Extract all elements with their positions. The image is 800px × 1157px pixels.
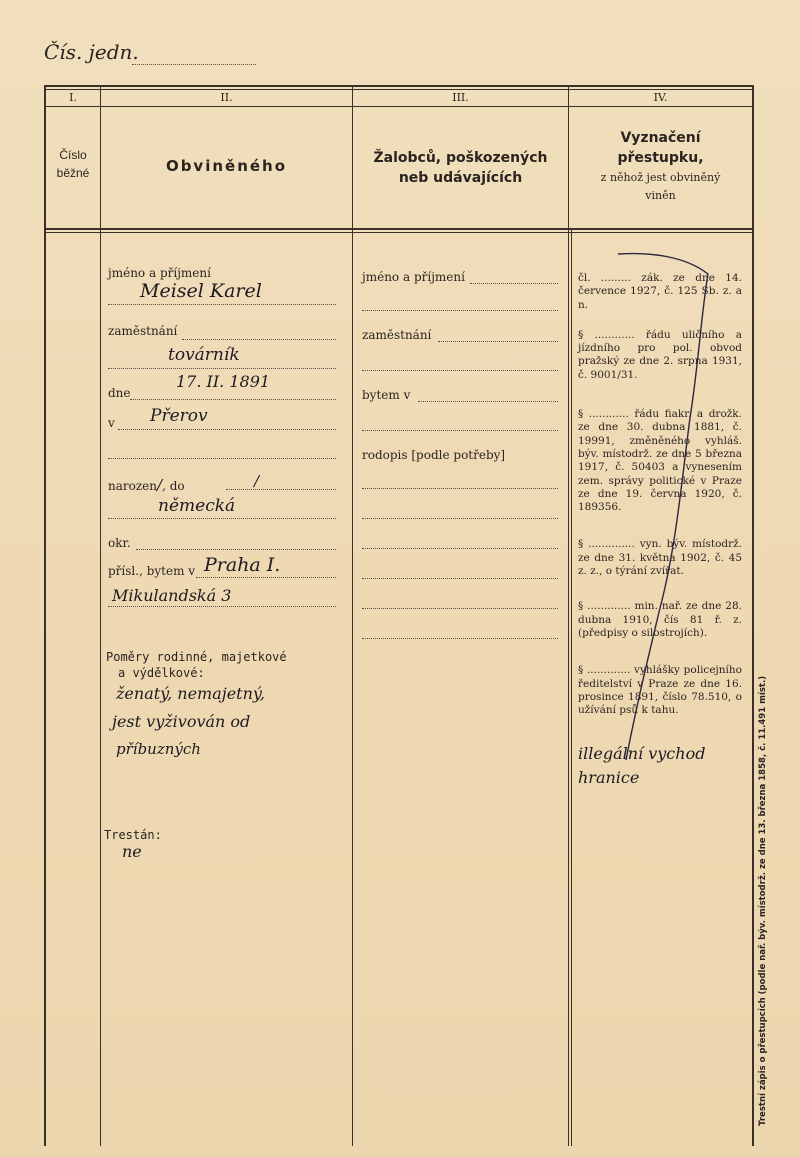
- complainant-residence-line1: [418, 401, 558, 402]
- offense-paragraph-4: § .............. vyn. býv. místodrž. ze dne 31. května 1902, č. 45 z. z., o týrání zvířat.: [578, 538, 742, 578]
- accused-district-label: okr.: [108, 536, 131, 550]
- accused-place-value: Přerov: [150, 406, 208, 426]
- reference-number-label: Čís. jedn.: [44, 40, 139, 64]
- col4-number: IV.: [653, 91, 668, 104]
- complainant-name-line1: [470, 283, 558, 284]
- frame-right-line: [752, 86, 754, 1146]
- pencil-strike-mark: [590, 248, 740, 768]
- col4-heading-sub1: z něhož jest obviněný: [600, 171, 721, 184]
- col3-heading-line1: Žalobců, poškozených: [373, 150, 548, 166]
- form-side-caption: Trestní zápis o přestupcích (podle nař. býv. místodrž. ze dne 13. března 1858, č. 11.491 míst.): [758, 675, 768, 1126]
- accused-born-label-text: narozen: [108, 479, 157, 493]
- accused-occupation-line1: [182, 339, 336, 340]
- accused-name-value: Meisel Karel: [140, 280, 262, 302]
- accused-date-value: 17. II. 1891: [176, 372, 271, 391]
- accused-punished-label: Trestán:: [104, 828, 162, 842]
- complainant-bio-line2: [362, 518, 558, 519]
- offense-paragraph-2: § ............ řádu uličního a jízdního pro pol. obvod pražský ze dne 2. srpna 1931, č. 9001/31.: [578, 328, 742, 381]
- accused-occupation-label: zaměstnání: [108, 324, 178, 338]
- complainant-bio-line1: [362, 488, 558, 489]
- accused-born-to-value: /: [254, 472, 260, 490]
- col3-heading-line2: neb udávajících: [398, 170, 523, 186]
- header-num-line: [44, 106, 754, 107]
- col3-number: III.: [452, 91, 469, 104]
- col1-heading-line2: běžné: [56, 166, 90, 180]
- offense-handwritten-line1: illegální vychod: [578, 744, 706, 763]
- col-divider-3: [568, 86, 569, 1146]
- col4-heading-line2: přestupku,: [617, 150, 704, 166]
- accused-born-value: /: [157, 476, 163, 494]
- complainant-bio-line3: [362, 548, 558, 549]
- col1-heading: [46, 146, 100, 182]
- accused-residence-line1: [196, 577, 336, 578]
- col2-heading: Obviněného: [165, 157, 288, 175]
- accused-nationality-line: [108, 518, 336, 519]
- frame-top-line-inner: [44, 89, 754, 90]
- accused-residence-street: Mikulandská 3: [112, 586, 232, 605]
- complainant-name-label: jméno a příjmení: [362, 270, 465, 284]
- accused-occupation-line2: [108, 368, 336, 369]
- accused-place-label: v: [108, 416, 115, 430]
- accused-family-label-line1: Poměry rodinné, majetkové: [106, 650, 287, 664]
- col-divider-2: [352, 86, 353, 1146]
- accused-born-label: [108, 476, 185, 494]
- accused-date-line: [130, 399, 336, 400]
- complainant-occupation-label: zaměstnání: [362, 328, 432, 342]
- complainant-residence-label: bytem v: [362, 388, 411, 402]
- header-bottom-line-inner: [44, 232, 754, 233]
- accused-place-line2: [108, 458, 336, 459]
- col3-heading: [353, 148, 568, 188]
- col-divider-3b: [571, 230, 572, 1146]
- col4-heading-line1: Vyznačení: [620, 130, 701, 146]
- accused-name-line: [108, 304, 336, 305]
- accused-family-value-line3: příbuzných: [116, 740, 201, 758]
- accused-place-line1: [118, 429, 336, 430]
- col1-heading-line1: Číslo: [59, 148, 87, 162]
- accused-born-to-label: , do: [162, 479, 185, 493]
- accused-punished-value: ne: [122, 842, 142, 861]
- frame-left-line: [44, 86, 46, 1146]
- accused-residence-line2: [108, 606, 336, 607]
- accused-family-value-line2: jest vyživován od: [112, 712, 251, 731]
- accused-occupation-value: továrník: [168, 345, 240, 365]
- complainant-name-line2: [362, 310, 558, 311]
- offense-paragraph-5: § ............. min. nař. ze dne 28. dubna 1910, čís 81 ř. z. (předpisy o silostrojích).: [578, 600, 742, 639]
- accused-date-label: dne: [108, 386, 131, 400]
- accused-belongs-label: přísl., bytem v: [108, 564, 196, 578]
- col2-number: II.: [220, 91, 233, 104]
- offense-paragraph-6: § ............. vyhlášky policejního ředitelství v Praze ze dne 16. prosince 1891, číslo 78.510, o užívání psů k tahu.: [578, 664, 742, 717]
- accused-family-value-line1: ženatý, nemajetný,: [116, 684, 265, 703]
- reference-number-line: [132, 64, 256, 65]
- offense-paragraph-3: § ............ řádu fiakr. a drožk. ze dne 30. dubna 1881, č. 19991, změněného vyhláš. býv. místodrž. ze dne 5 března 1917, č. 50403 a vynesením zem. správy politické v Praze ze dne 19. června 1920, č. 189356.: [578, 408, 742, 514]
- complainant-bio-line4: [362, 578, 558, 579]
- col1-number: I.: [69, 91, 77, 104]
- offense-paragraph-1: čl. ......... zák. ze dne 14. července 1927, č. 125 Sb. z. a n.: [578, 272, 742, 311]
- accused-nationality-value: německá: [158, 496, 236, 516]
- col4-heading-sub2: viněn: [645, 189, 676, 202]
- offense-handwritten-line2: hranice: [578, 768, 640, 787]
- accused-residence-city: Praha I.: [204, 554, 281, 576]
- header-bottom-line: [44, 228, 754, 230]
- accused-family-label-line2: a výdělkové:: [118, 666, 205, 680]
- complainant-occupation-line1: [438, 341, 558, 342]
- complainant-residence-line2: [362, 430, 558, 431]
- complainant-bio-line6: [362, 638, 558, 639]
- frame-top-line: [44, 85, 754, 87]
- accused-district-line: [136, 549, 336, 550]
- complainant-occupation-line2: [362, 370, 558, 371]
- accused-born-line: [226, 489, 336, 490]
- col-divider-1: [100, 86, 101, 1146]
- complainant-bio-line5: [362, 608, 558, 609]
- col4-heading: [569, 128, 752, 204]
- accused-name-label: jméno a příjmení: [108, 266, 211, 280]
- complainant-bio-label: rodopis [podle potřeby]: [362, 448, 506, 462]
